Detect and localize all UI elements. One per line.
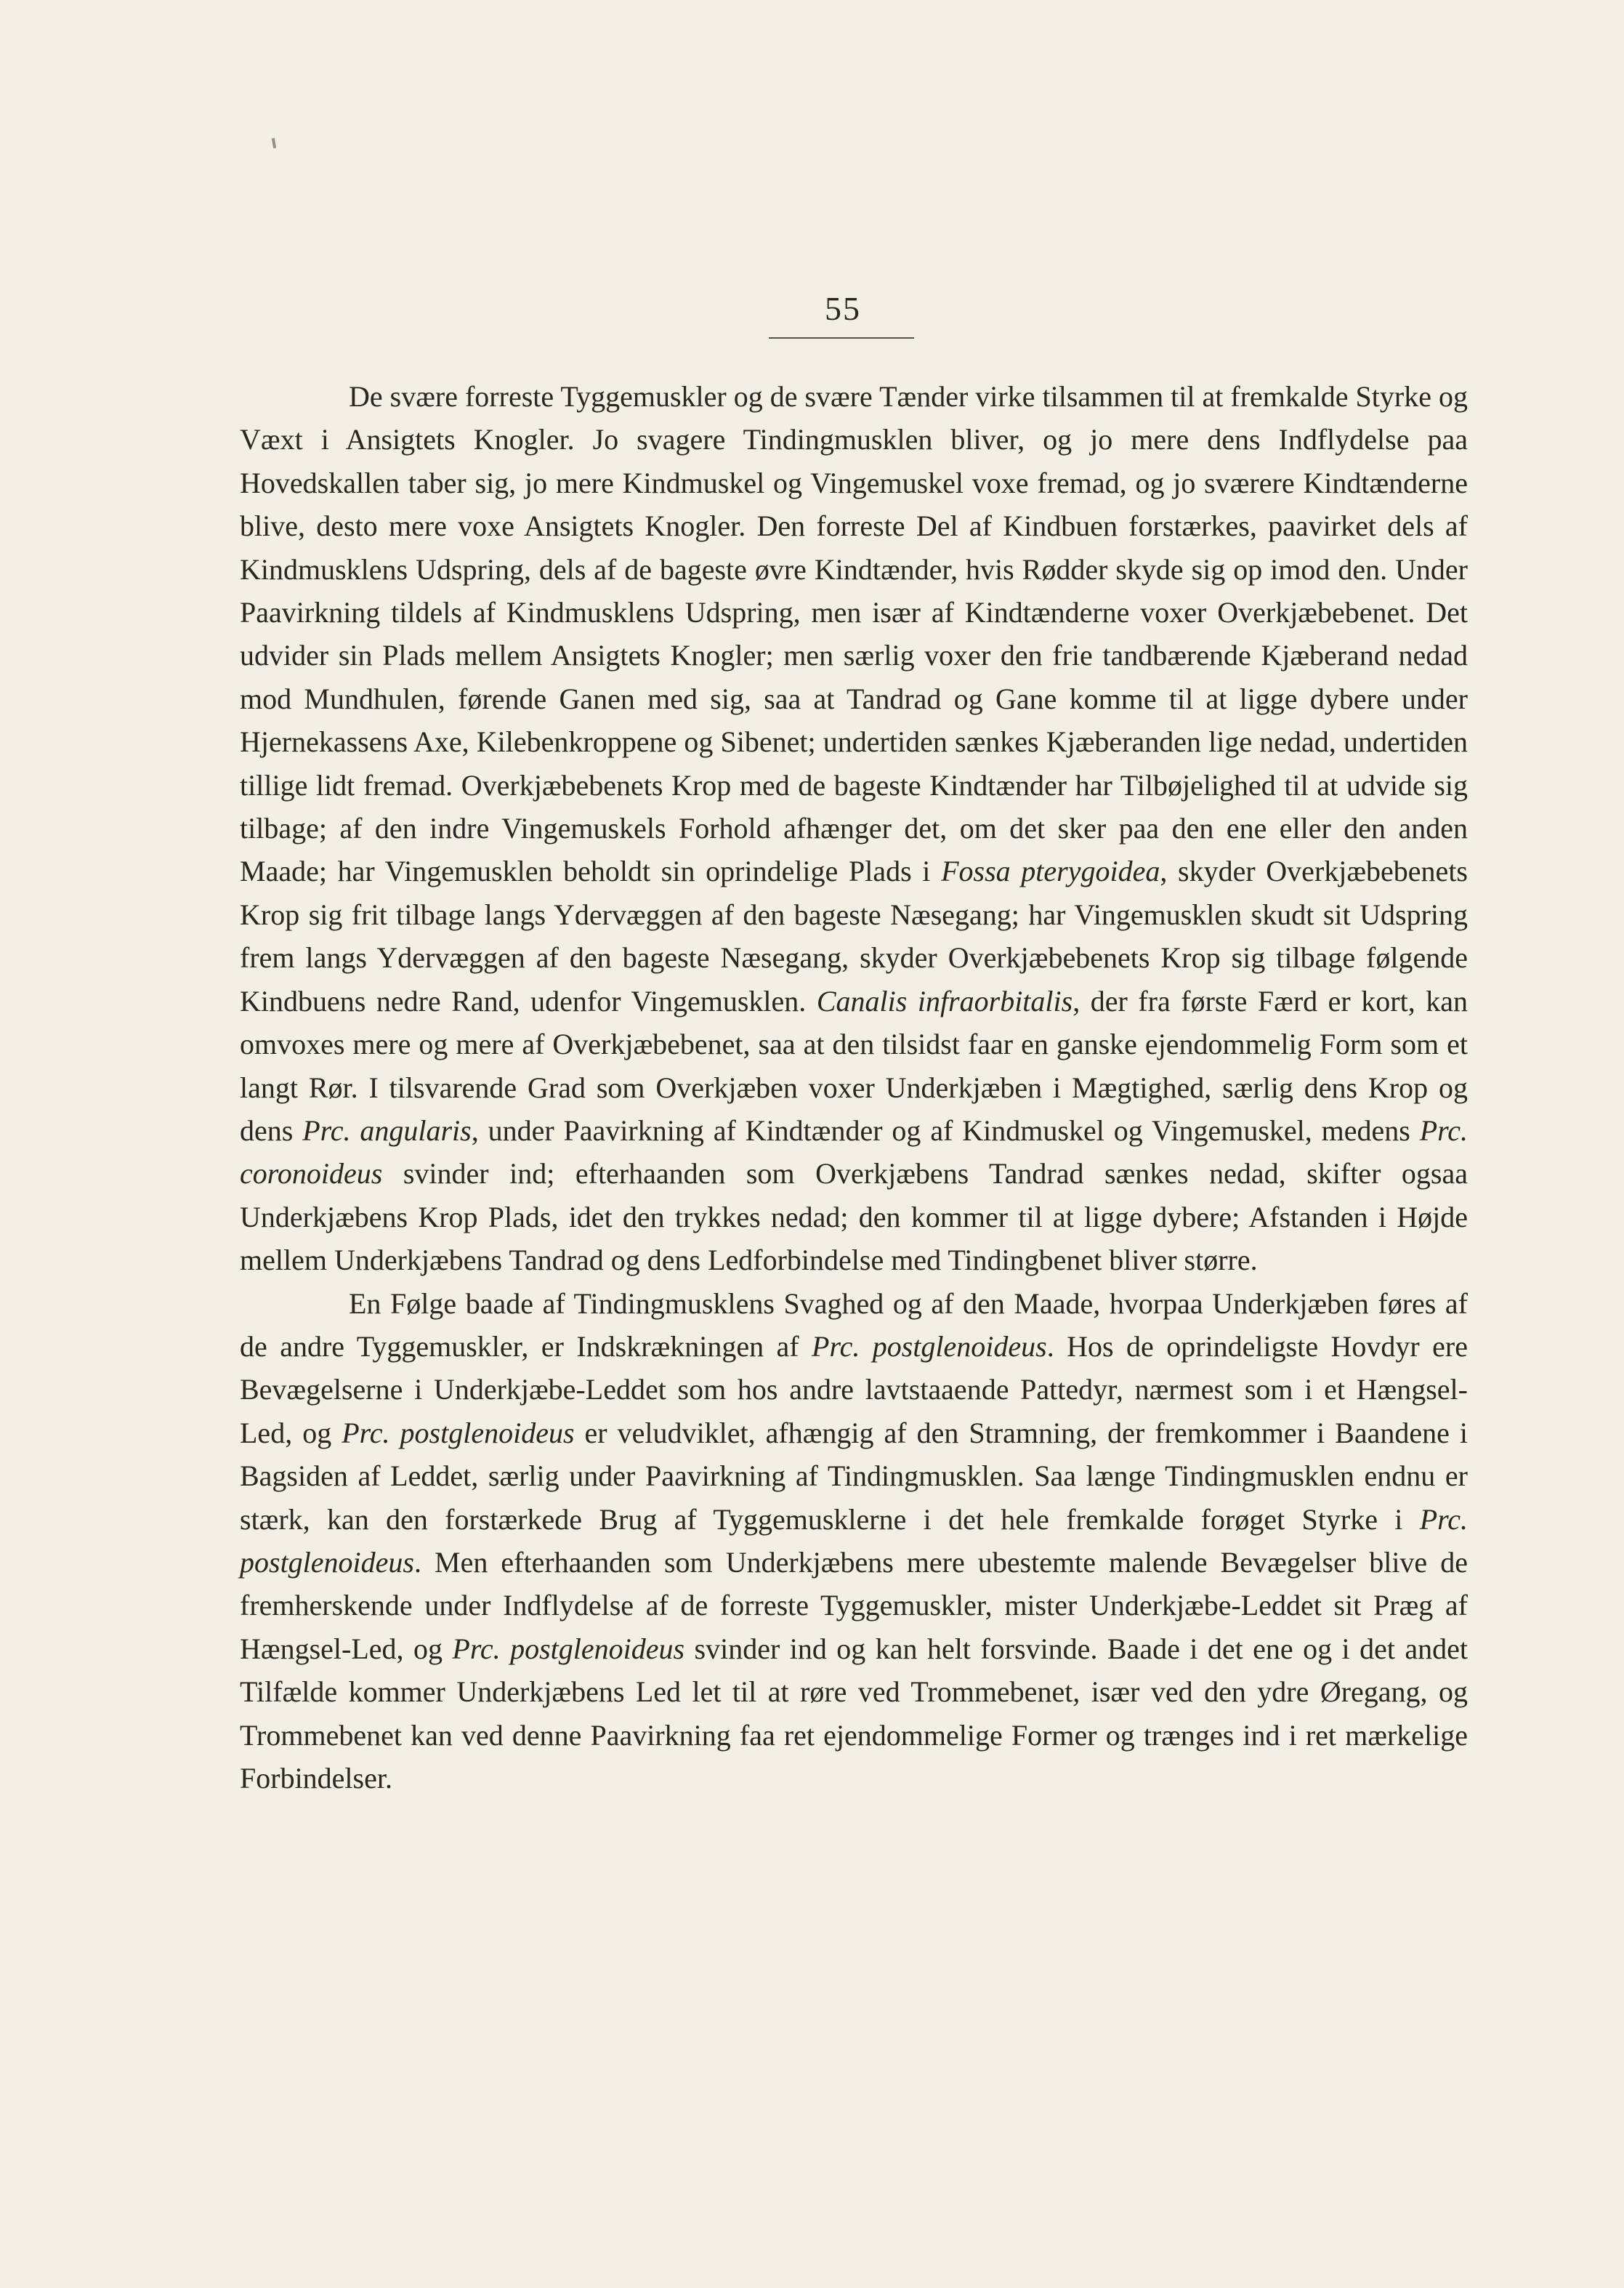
page-number: 55 (825, 290, 861, 327)
italic-term-canalis-infraorbitalis: Canalis infraorbitalis (816, 984, 1073, 1018)
text-segment: . Men efterhaanden som Underkjæbens mere ubestemte malende Bevægelser blive de fremherskende under Indflydelse af de forreste Tyggemuskler, mister Underkjæbe-Leddet sit Præg af Hængsel-Led, og (240, 1545, 1468, 1665)
text-segment: En Følge baade af Tindingmusklens Svaghed og af den Maade, hvorpaa Underkjæben føres af de andre Tyggemuskler, er Indskrækningen af (240, 1286, 1468, 1363)
text-segment: , der fra første Færd er kort, kan omvoxes mere og mere af Overkjæbebenet, saa at den tilsidst faar en ganske ejendommelig Form som et langt Rør. I tilsvarende Grad som Overkjæben voxer Underkjæben i Mægtighed, særlig dens Krop og dens (240, 984, 1468, 1147)
italic-term-prc-postglenoideus: Prc. postglenoideus (342, 1416, 575, 1449)
page-number-rule (769, 337, 914, 339)
italic-term-prc-postglenoideus: Prc. postglenoideus (240, 1502, 1468, 1579)
text-segment: . Hos de oprindeligste Hovdyr ere Bevægelserne i Underkjæbe-Leddet som hos andre lavtstaaende Pattedyr, nærmest som i et Hængsel-Led, og (240, 1329, 1469, 1449)
text-segment: , skyder Overkjæbebenets Krop sig frit tilbage langs Ydervæggen af den bageste Næsegang; har Vingemusklen skudt sit Udspring frem langs Ydervæggen af den bageste Næsegang, skyder Overkjæbebenets Krop sig tilbage følgende Kindbuens nedre Rand, udenfor Vingemusklen. (240, 855, 1468, 1018)
text-segment: De svære forreste Tyggemuskler og de svære Tænder virke tilsammen til at fremkalde Styrke og Væxt i Ansigtets Knogler. Jo svagere Tindingmusklen bliver, og jo mere dens Indflydelse paa Hovedskallen taber sig, jo mere Kindmuskel og Vingemuskel voxe fremad, og jo sværere Kindtænderne blive, desto mere voxe Ansigtets Knogler. Den forreste Del af Kindbuen forstærkes, paavirket dels af Kindmusklens Udspring, dels af de bageste øvre Kindtænder, hvis Rødder skyde sig op imod den. Under Paavirkning tildels af Kindmusklens Udspring, men især af Kindtænderne voxer Overkjæbebenet. Det udvider sin Plads mellem Ansigtets Knogler; men særlig voxer den frie tandbærende Kjæberand nedad mod Mundhulen, førende Ganen med sig, saa at Tandrad og Gane komme til at ligge dybere under Hjernekassens Axe, Kilebenkroppene og Sibenet; undertiden sænkes Kjæberanden lige nedad, undertiden tillige lidt fremad. Overkjæbebenets Krop med de bageste Kindtænder har Tilbøjelighed til at udvide sig tilbage; af den indre Vingemuskels Forhold afhænger det, om det sker paa den ene eller den anden Maade; har Vingemusklen beholdt sin oprindelige Plads i (240, 380, 1468, 888)
text-segment: er veludviklet, afhængig af den Stramning, der fremkommer i Baandene i Bagsiden af Leddet, særlig under Paavirkning af Tindingmusklen. Saa længe Tindingmusklen endnu er stærk, kan den forstærkede Brug af Tyggemusklerne i det hele fremkalde forøget Styrke i (240, 1416, 1469, 1536)
text-segment: svinder ind og kan helt forsvinde. Baade i det ene og i det andet Tilfælde kommer Underkjæbens Led let til at røre ved Trommebenet, især ved den ydre Øregang, og Trommebenet kan ved denne Paavirkning faa ret ejendommelige Former og trænges ind i ret mærkelige Forbindelser. (240, 1632, 1469, 1794)
text-segment: svinder ind; efterhaanden som Overkjæbens Tandrad sænkes nedad, skifter ogsaa Underkjæbens Krop Plads, idet den trykkes nedad; den kommer til at ligge dybere; Afstanden i Højde mellem Underkjæbens Tandrad og dens Ledforbindelse med Tindingbenet bliver større. (240, 1157, 1468, 1277)
body-text (240, 375, 1468, 1800)
paragraph-2 (240, 1282, 1468, 1800)
italic-term-fossa-pterygoidea: Fossa pterygoidea (941, 855, 1160, 888)
italic-term-prc-coronoideus: Prc. coronoideus (240, 1113, 1468, 1191)
italic-term-prc-postglenoideus: Prc. postglenoideus (812, 1329, 1047, 1363)
paragraph-1 (240, 375, 1468, 1282)
italic-term-prc-postglenoideus: Prc. postglenoideus (452, 1632, 685, 1665)
italic-term-prc-angularis: Prc. angularis (302, 1113, 472, 1147)
stray-ink-mark (272, 138, 276, 148)
text-segment: , under Paavirkning af Kindtænder og af Kindmuskel og Vingemuskel, medens (471, 1113, 1420, 1147)
